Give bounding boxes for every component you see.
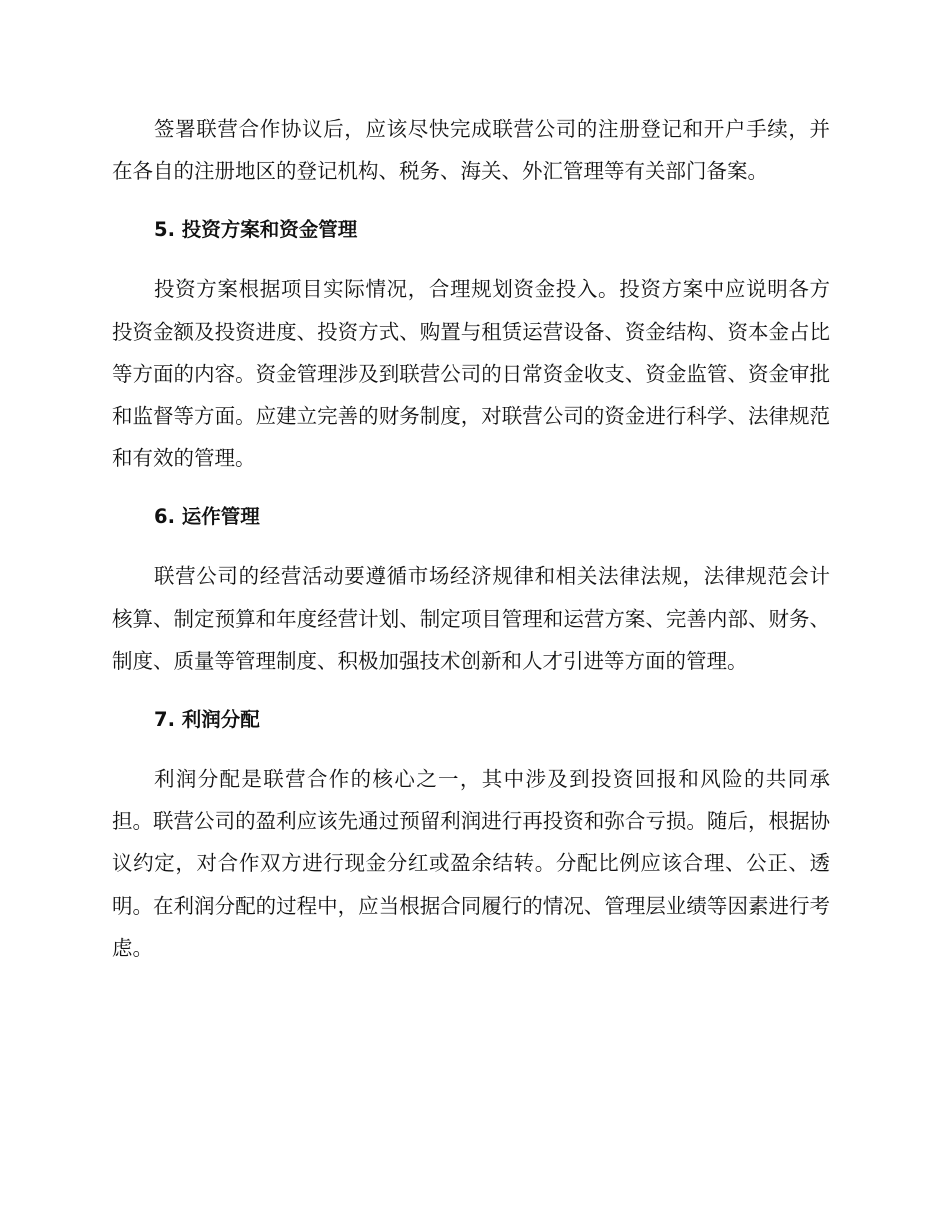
section-heading-investment: 5. 投资方案和资金管理 (154, 218, 358, 242)
section-paragraph-profit: 利润分配是联营合作的核心之一，其中涉及到投资回报和风险的共同承担。联营公司的盈利应该先通过预留利润进行再投资和弥合亏损。随后，根据协议约定，对合作双方进行现金分红或盈余结转。分配比例应该合理、公正、透明。在利润分配的过程中，应当根据合同履行的情况、管理层业绩等因素进行考虑。 (112, 767, 830, 960)
intro-paragraph: 签署联营合作协议后，应该尽快完成联营公司的注册登记和开户手续，并在各自的注册地区的登记机构、税务、海关、外汇管理等有关部门备案。 (112, 117, 830, 184)
section-paragraph-operation: 联营公司的经营活动要遵循市场经济规律和相关法律法规，法律规范会计核算、制定预算和年度经营计划、制定项目管理和运营方案、完善内部、财务、制度、质量等管理制度、积极加强技术创新和人才引进等方面的管理。 (112, 564, 830, 673)
section-heading-operation: 6. 运作管理 (154, 505, 260, 529)
section-paragraph-investment: 投资方案根据项目实际情况，合理规划资金投入。投资方案中应说明各方投资金额及投资进度、投资方式、购置与租赁运营设备、资金结构、资本金占比等方面的内容。资金管理涉及到联营公司的日常资金收支、资金监管、资金审批和监督等方面。应建立完善的财务制度，对联营公司的资金进行科学、法律规范和有效的管理。 (112, 277, 830, 471)
section-heading-profit: 7. 利润分配 (154, 708, 260, 732)
document-body (112, 108, 830, 986)
